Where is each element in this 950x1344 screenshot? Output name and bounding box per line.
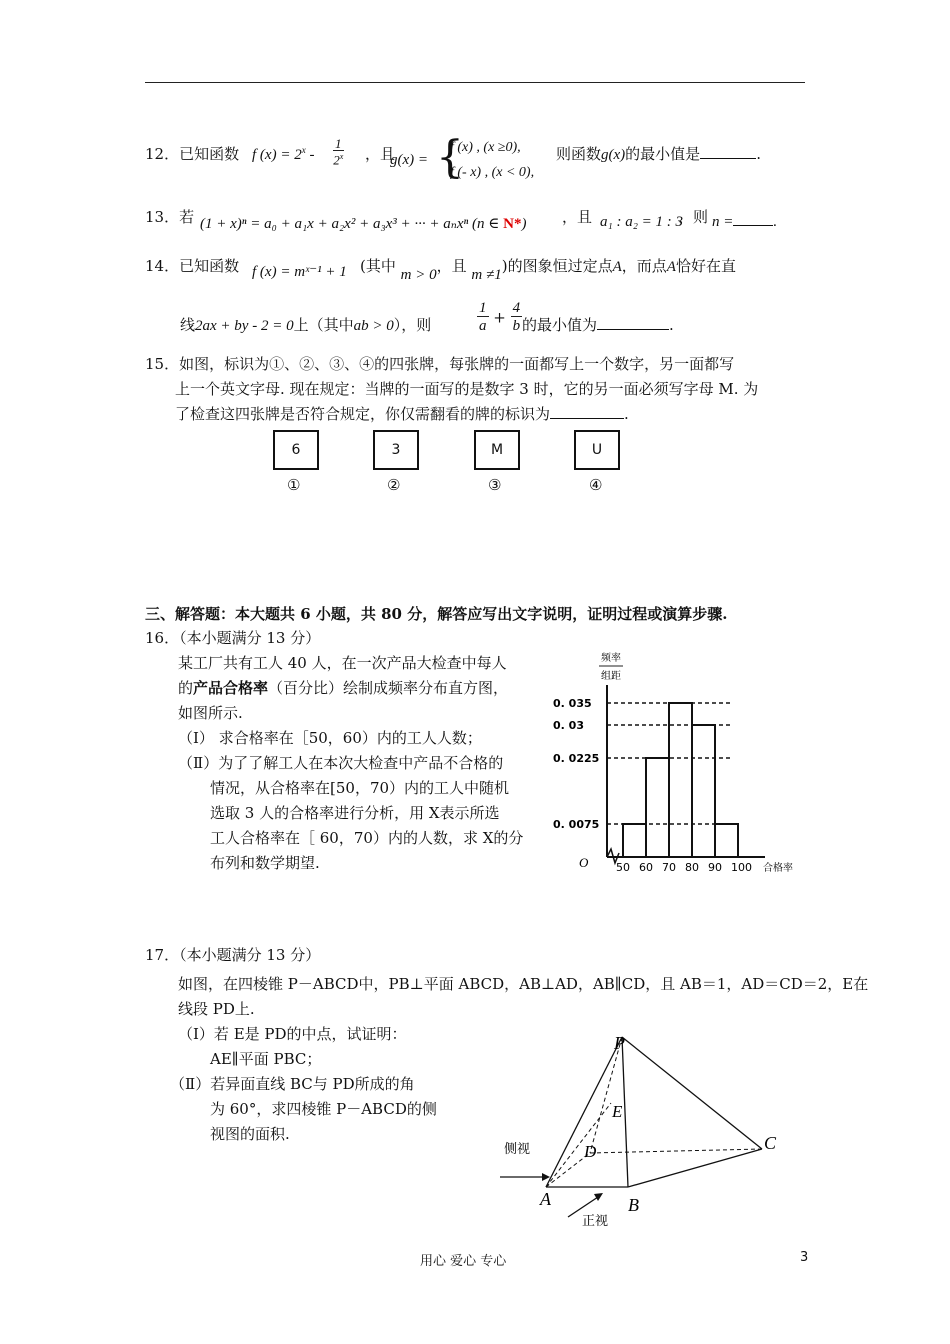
q14-line1: (其中 m > 0，且 m ≠1)的图象恒过定点A，而点A恰好在直 (360, 257, 736, 283)
page-number: 3 (800, 1250, 809, 1265)
q13-ratio: a₁ : a₂ = 1 : 3 (600, 214, 684, 230)
q12-brace: { (436, 132, 464, 183)
q12-g-definition: g(x) = (390, 152, 429, 168)
q16-line5: （Ⅱ）为了了解工人在本次大检查中产品不合格的 (178, 754, 504, 772)
card-label-3: ③ (488, 476, 502, 494)
q15-answer-blank[interactable] (550, 404, 624, 419)
card-1[interactable]: 6 (273, 430, 319, 470)
q17-line5: （Ⅱ）若异面直线 BC与 PD所成的角 (170, 1075, 415, 1093)
card-3[interactable]: M (474, 430, 520, 470)
edge-BC (628, 1149, 762, 1187)
label-P: P (614, 1033, 625, 1053)
label-C: C (764, 1133, 777, 1153)
q12-tail: 则函数g(x)的最小值是 . (556, 145, 761, 163)
q14-fractions: $\frac{1}{a}$ + $\frac{4}{b}$ (479, 300, 521, 334)
q13-then: ，则 (678, 208, 709, 226)
y-axis-label-top: 频率 (601, 653, 621, 664)
histogram-bar (715, 824, 738, 857)
q16-heading: 16．（本小题满分 13 分） (145, 629, 321, 647)
label-D: D (584, 1142, 597, 1161)
q17-line7: 视图的面积. (210, 1125, 290, 1143)
edge-PB (622, 1037, 628, 1187)
q16-line4: （Ⅰ） 求合格率在［50，60）内的工人人数； (178, 729, 482, 747)
q17-line6: 为 60°，求四棱锥 P－ABCD的侧 (210, 1100, 437, 1118)
y-axis-label-bottom: 组距 (601, 671, 621, 682)
q12-case1: f (x) , (x ≥0), (450, 140, 521, 155)
q14-number: 14．已知函数 (145, 257, 240, 275)
q12-and: ，且 (365, 145, 396, 163)
front-view-label: 正视 (582, 1214, 609, 1229)
card-label-4: ④ (589, 476, 603, 494)
q12-fraction: $\frac{1}{2^x}$ (333, 136, 344, 168)
y-tick-label: 0. 0075 (553, 818, 600, 831)
card-label-1: ① (287, 476, 301, 494)
q16-line1: 某工厂共有工人 40 人，在一次产品大检查中每人 (178, 654, 507, 672)
q14-line2: 线2ax + by - 2 = 0上（其中ab > 0），则 (180, 316, 432, 334)
top-rule (145, 82, 805, 83)
label-B: B (628, 1195, 639, 1215)
footer-text: 用心 爱心 专心 (420, 1254, 507, 1269)
edge-PD-hidden (590, 1037, 622, 1153)
q17-line3: （Ⅰ）若 E是 PD的中点，试证明： (178, 1025, 407, 1043)
x-tick-label: 60 (639, 861, 653, 874)
q12-answer-blank[interactable] (700, 144, 756, 159)
q16-line9: 布列和数学期望. (210, 854, 320, 872)
histogram-bar (669, 703, 692, 857)
label-A: A (540, 1189, 551, 1209)
q12-f-definition: f $(x) = 2^x$ - (252, 145, 315, 163)
q17-line1: 如图，在四棱锥 P－ABCD中，PB⊥平面 ABCD，AB⊥AD，AB∥CD，且 AB＝1，AD＝CD＝2，E在 (178, 975, 869, 993)
q15-line1: 15．如图，标识为①、②、③、④的四张牌，每张牌的一面都写上一个数字，另一面都写 (145, 355, 735, 373)
q17-line2: 线段 PD上. (178, 1000, 255, 1018)
x-tick-label: 100 (731, 861, 752, 874)
card-2[interactable]: 3 (373, 430, 419, 470)
x-axis-label: 合格率 (763, 863, 793, 874)
side-view-label: 侧视 (504, 1142, 531, 1157)
q13-and: ，且 (562, 208, 593, 226)
frequency-histogram (545, 645, 810, 880)
card-4[interactable]: U (574, 430, 620, 470)
q13-answer-blank[interactable] (733, 217, 773, 226)
q16-line6: 情况，从合格率在[50，70）内的工人中随机 (210, 779, 510, 797)
q14-answer-blank[interactable] (597, 315, 669, 330)
section3-heading: 三、解答题：本大题共 6 小题，共 80 分，解答应写出文字说明，证明过程或演算步骤. (145, 605, 728, 623)
histogram-bar (623, 824, 646, 857)
x-tick-label: 70 (662, 861, 676, 874)
card-label-2: ② (387, 476, 401, 494)
q13-expansion: (1 + x)ⁿ = a₀ + a₁x + a₂x² + a₃x³ + ··· + aₙxⁿ (n ∈ N*) (200, 216, 527, 232)
front-view-arrowhead (594, 1193, 603, 1201)
edge-DC-hidden (590, 1149, 762, 1153)
q12-case2: f (- x) , (x < 0), (450, 165, 535, 180)
label-E: E (612, 1102, 623, 1121)
q17-line4: AE∥平面 PBC； (210, 1050, 322, 1068)
q16-line7: 选取 3 人的合格率进行分析，用 X表示所选 (210, 804, 500, 822)
q14-function: f (x) = mˣ⁻¹ + 1 (252, 264, 347, 280)
edge-PC (622, 1037, 762, 1149)
x-tick-label: 80 (685, 861, 699, 874)
y-tick-label: 0. 035 (553, 697, 592, 710)
histogram-bar (646, 758, 669, 857)
histogram-bar (692, 725, 715, 857)
q15-line3: 了检查这四张牌是否符合规定，你仅需翻看的牌的标识为 . (175, 405, 629, 423)
origin-label: O (579, 855, 589, 870)
q13-n: n = . (712, 214, 778, 230)
q16-line2: 的产品合格率（百分比）绘制成频率分布直方图， (178, 679, 509, 697)
edge-PA (546, 1037, 622, 1187)
side-view-arrowhead (542, 1173, 550, 1181)
q17-heading: 17．（本小题满分 13 分） (145, 946, 321, 964)
q16-line3: 如图所示. (178, 704, 243, 722)
y-tick-label: 0. 0225 (553, 752, 600, 765)
x-tick-label: 90 (708, 861, 722, 874)
segment-AE-hidden (546, 1103, 611, 1187)
q15-line2: 上一个英文字母. 现在规定：当牌的一面写的是数字 3 时，它的另一面必须写字母 M. 为 (175, 380, 759, 398)
y-tick-label: 0. 03 (553, 719, 584, 732)
q13-number: 13．若 (145, 208, 195, 226)
q16-line8: 工人合格率在［ 60，70）内的人数，求 X的分 (210, 829, 524, 847)
q14-tail: 的最小值为 . (522, 316, 674, 334)
x-tick-label: 50 (616, 861, 630, 874)
pyramid-figure (490, 1025, 810, 1235)
q12-number: 12．已知函数 (145, 145, 240, 163)
